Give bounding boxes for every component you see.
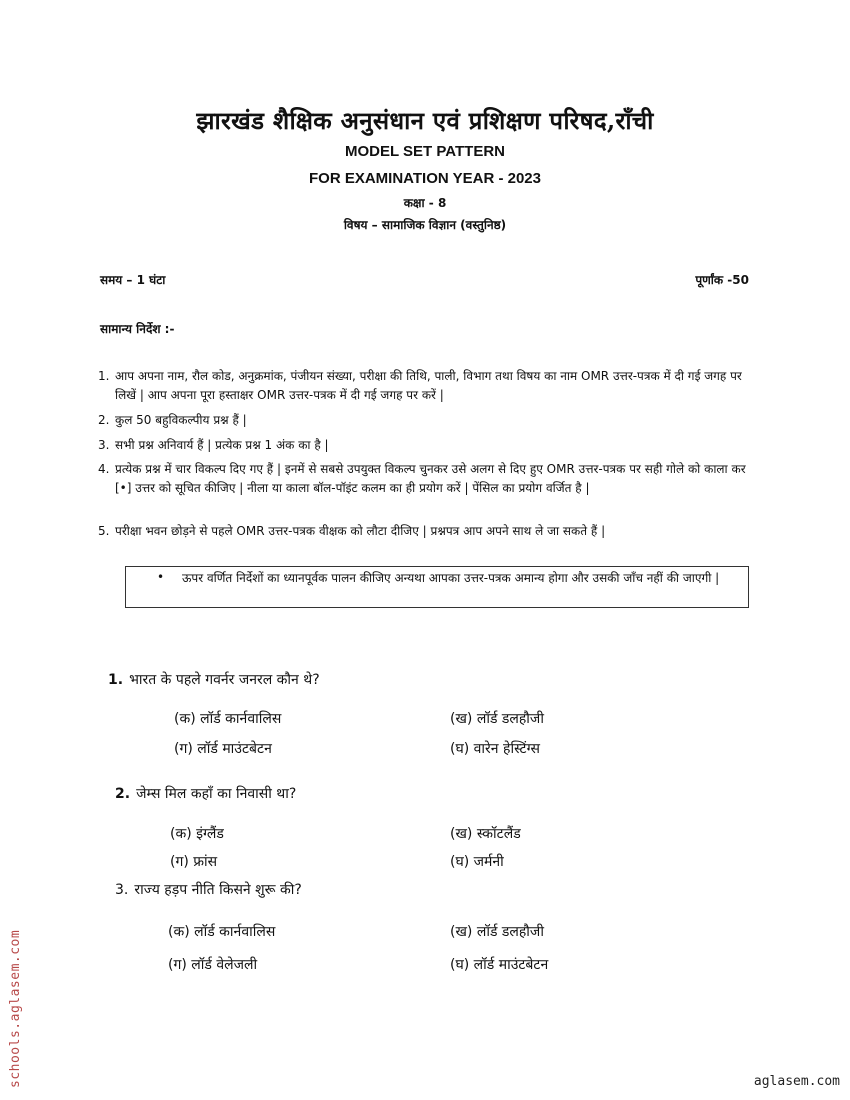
option-ka: (क) लॉर्ड कार्नवालिस [168,924,276,940]
instruction-item [98,367,758,405]
instruction-number: 2. [98,413,110,427]
instruction-item [98,522,758,541]
option-kha: (ख) लॉर्ड डलहौजी [450,711,544,727]
option-gha: (घ) जर्मनी [450,854,504,870]
option-ga: (ग) लॉर्ड माउंटबेटन [174,741,272,757]
instruction-text: प्रत्येक प्रश्न में चार विकल्प दिए गए हैं | इनमें से सबसे उपयुक्त विकल्प चुनकर उसे अलग से दिए हुए OMR उत्तर-पत्रक पर सही गोले को काला कर [•] उत्तर को सूचित कीजिए | नीला या काला बॉल-पॉइंट कलम का ही प्रयोग करें | पेंसिल का प्रयोग वर्जित है | [115,462,746,495]
option-ka: (क) लॉर्ड कार्नवालिस [174,711,282,727]
option-gha: (घ) लॉर्ड माउंटबेटन [450,957,549,973]
exam-year-heading: FOR EXAMINATION YEAR - 2023 [309,170,541,187]
question-number: 2. [115,786,131,802]
instruction-text: आप अपना नाम, रौल कोड, अनुक्रमांक, पंजीयन संख्या, परीक्षा की तिथि, पाली, विभाग तथा विषय का नाम OMR उत्तर-पत्रक में दी गई जगह पर लिखें | आप अपना पूरा हस्ताक्षर OMR उत्तर-पत्रक में दी गई जगह पर करें | [115,369,742,402]
instruction-number: 4. [98,462,110,476]
warning-note-text: ऊपर वर्णित निर्देशों का ध्यानपूर्वक पालन कीजिए अन्यथा आपका उत्तर-पत्रक अमान्य होगा और उसकी जाँच नहीं की जाएगी | [182,571,720,585]
option-kha: (ख) लॉर्ड डलहौजी [450,924,544,940]
option-kha: (ख) स्कॉटलैंड [450,826,521,842]
question-3 [115,880,302,899]
instruction-text: कुल 50 बहुविकल्पीय प्रश्न हैं | [115,413,247,427]
question-text: भारत के पहले गवर्नर जनरल कौन थे? [129,672,320,688]
bullet-icon: • [157,570,165,584]
side-watermark: schools.aglasem.com [8,929,23,1088]
warning-note-box [125,566,749,608]
footer-watermark: aglasem.com [753,1074,840,1089]
instruction-text: सभी प्रश्न अनिवार्य हैं | प्रत्येक प्रश्न 1 अंक का है | [115,438,329,452]
question-number: 1. [108,672,124,688]
subject-heading: विषय – सामाजिक विज्ञान (वस्तुनिष्ठ) [343,218,507,232]
question-number: 3. [115,882,129,898]
question-text: जेम्स मिल कहाँ का निवासी था? [136,786,297,802]
model-set-heading: MODEL SET PATTERN [344,143,505,160]
institution-title: झारखंड शैक्षिक अनुसंधान एवं प्रशिक्षण परिषद,राँची [196,106,654,135]
option-ga: (ग) लॉर्ड वेलेजली [168,957,258,973]
question-2 [115,784,296,803]
instruction-number: 3. [98,438,110,452]
full-marks-label: पूर्णांक -50 [695,273,749,287]
instruction-item [98,436,758,455]
instruction-text: परीक्षा भवन छोड़ने से पहले OMR उत्तर-पत्रक वीक्षक को लौटा दीजिए | प्रश्नपत्र आप अपने साथ ले जा सकते हैं | [115,524,606,538]
instruction-item [98,411,758,430]
time-label: समय – 1 घंटा [100,273,166,287]
instruction-number: 1. [98,369,110,383]
option-ka: (क) इंग्लैंड [170,826,224,842]
instruction-number: 5. [98,524,110,538]
option-gha: (घ) वारेन हेस्टिंग्स [450,741,540,757]
class-heading: कक्षा - 8 [403,196,447,210]
question-text: राज्य हड़प नीति किसने शुरू की? [134,882,302,898]
instructions-heading: सामान्य निर्देश :- [100,322,175,336]
question-1 [108,670,320,689]
instruction-item [98,460,758,498]
option-ga: (ग) फ्रांस [170,854,218,870]
